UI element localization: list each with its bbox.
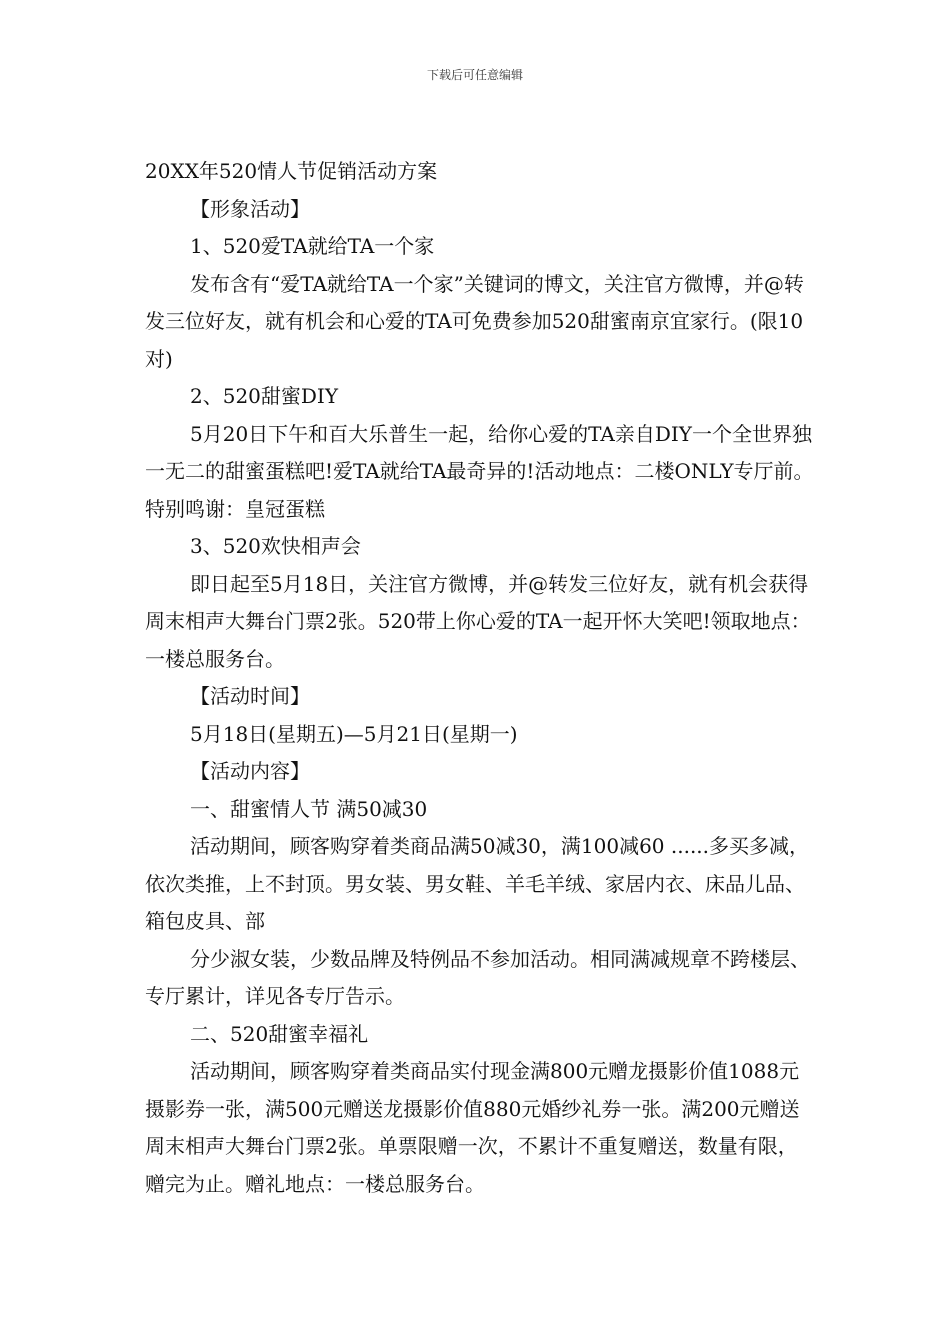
section-heading: 【活动时间】: [190, 684, 310, 708]
body-paragraph: 5月20日下午和百大乐普生一起，给你心爱的TA亲自DIY一个全世界独一无二的甜蜜蛋糕吧!爱TA就给TA最奇异的!活动地点：二楼ONLY专厅前。特别鸣谢：皇冠蛋糕: [145, 421, 814, 521]
body-paragraph: 活动期间，顾客购穿着类商品实付现金满800元赠龙摄影价值1088元摄影券一张，满500元赠送龙摄影价值880元婚纱礼券一张。满200元赠送周末相声大舞台门票2张。单票限赠一次，不累计不重复赠送，数量有限，赠完为止。赠礼地点：一楼总服务台。: [145, 1059, 800, 1196]
body-paragraph: 发布含有“爱TA就给TA一个家”关键词的博文，关注官方微博，并@转发三位好友，就有机会和心爱的TA可免费参加520甜蜜南京宜家行。(限10对): [145, 271, 804, 371]
document-title: 20XX年520情人节促销活动方案: [145, 159, 438, 183]
section-heading: 【形象活动】: [190, 196, 310, 221]
document-body: [145, 153, 815, 1203]
section-heading: 【活动内容】: [190, 759, 310, 783]
subsection-heading: 2、520甜蜜DIY: [190, 384, 339, 408]
body-paragraph: 5月18日(星期五)—5月21日(星期一): [190, 721, 518, 746]
subsection-heading: 1、520爱TA就给TA一个家: [190, 234, 435, 258]
subsection-heading: 3、520欢快相声会: [190, 534, 361, 558]
page-header-note: 下载后可任意编辑: [426, 68, 523, 82]
body-paragraph: 活动期间，顾客购穿着类商品满50减30，满100减60 ......多买多减，依次类推，上不封顶。男女装、男女鞋、羊毛羊绒、家居内衣、床品儿品、箱包皮具、部: [145, 834, 810, 933]
subsection-heading: 二、520甜蜜幸福礼: [190, 1021, 369, 1046]
subsection-heading: 一、甜蜜情人节 满50减30: [190, 796, 428, 821]
body-paragraph: 分少淑女装，少数品牌及特例品不参加活动。相同满减规章不跨楼层、专厅累计，详见各专厅告示。: [145, 946, 810, 1008]
body-paragraph: 即日起至5月18日，关注官方微博，并@转发三位好友，就有机会获得周末相声大舞台门票2张。520带上你心爱的TA一起开怀大笑吧!领取地点：一楼总服务台。: [145, 571, 811, 671]
